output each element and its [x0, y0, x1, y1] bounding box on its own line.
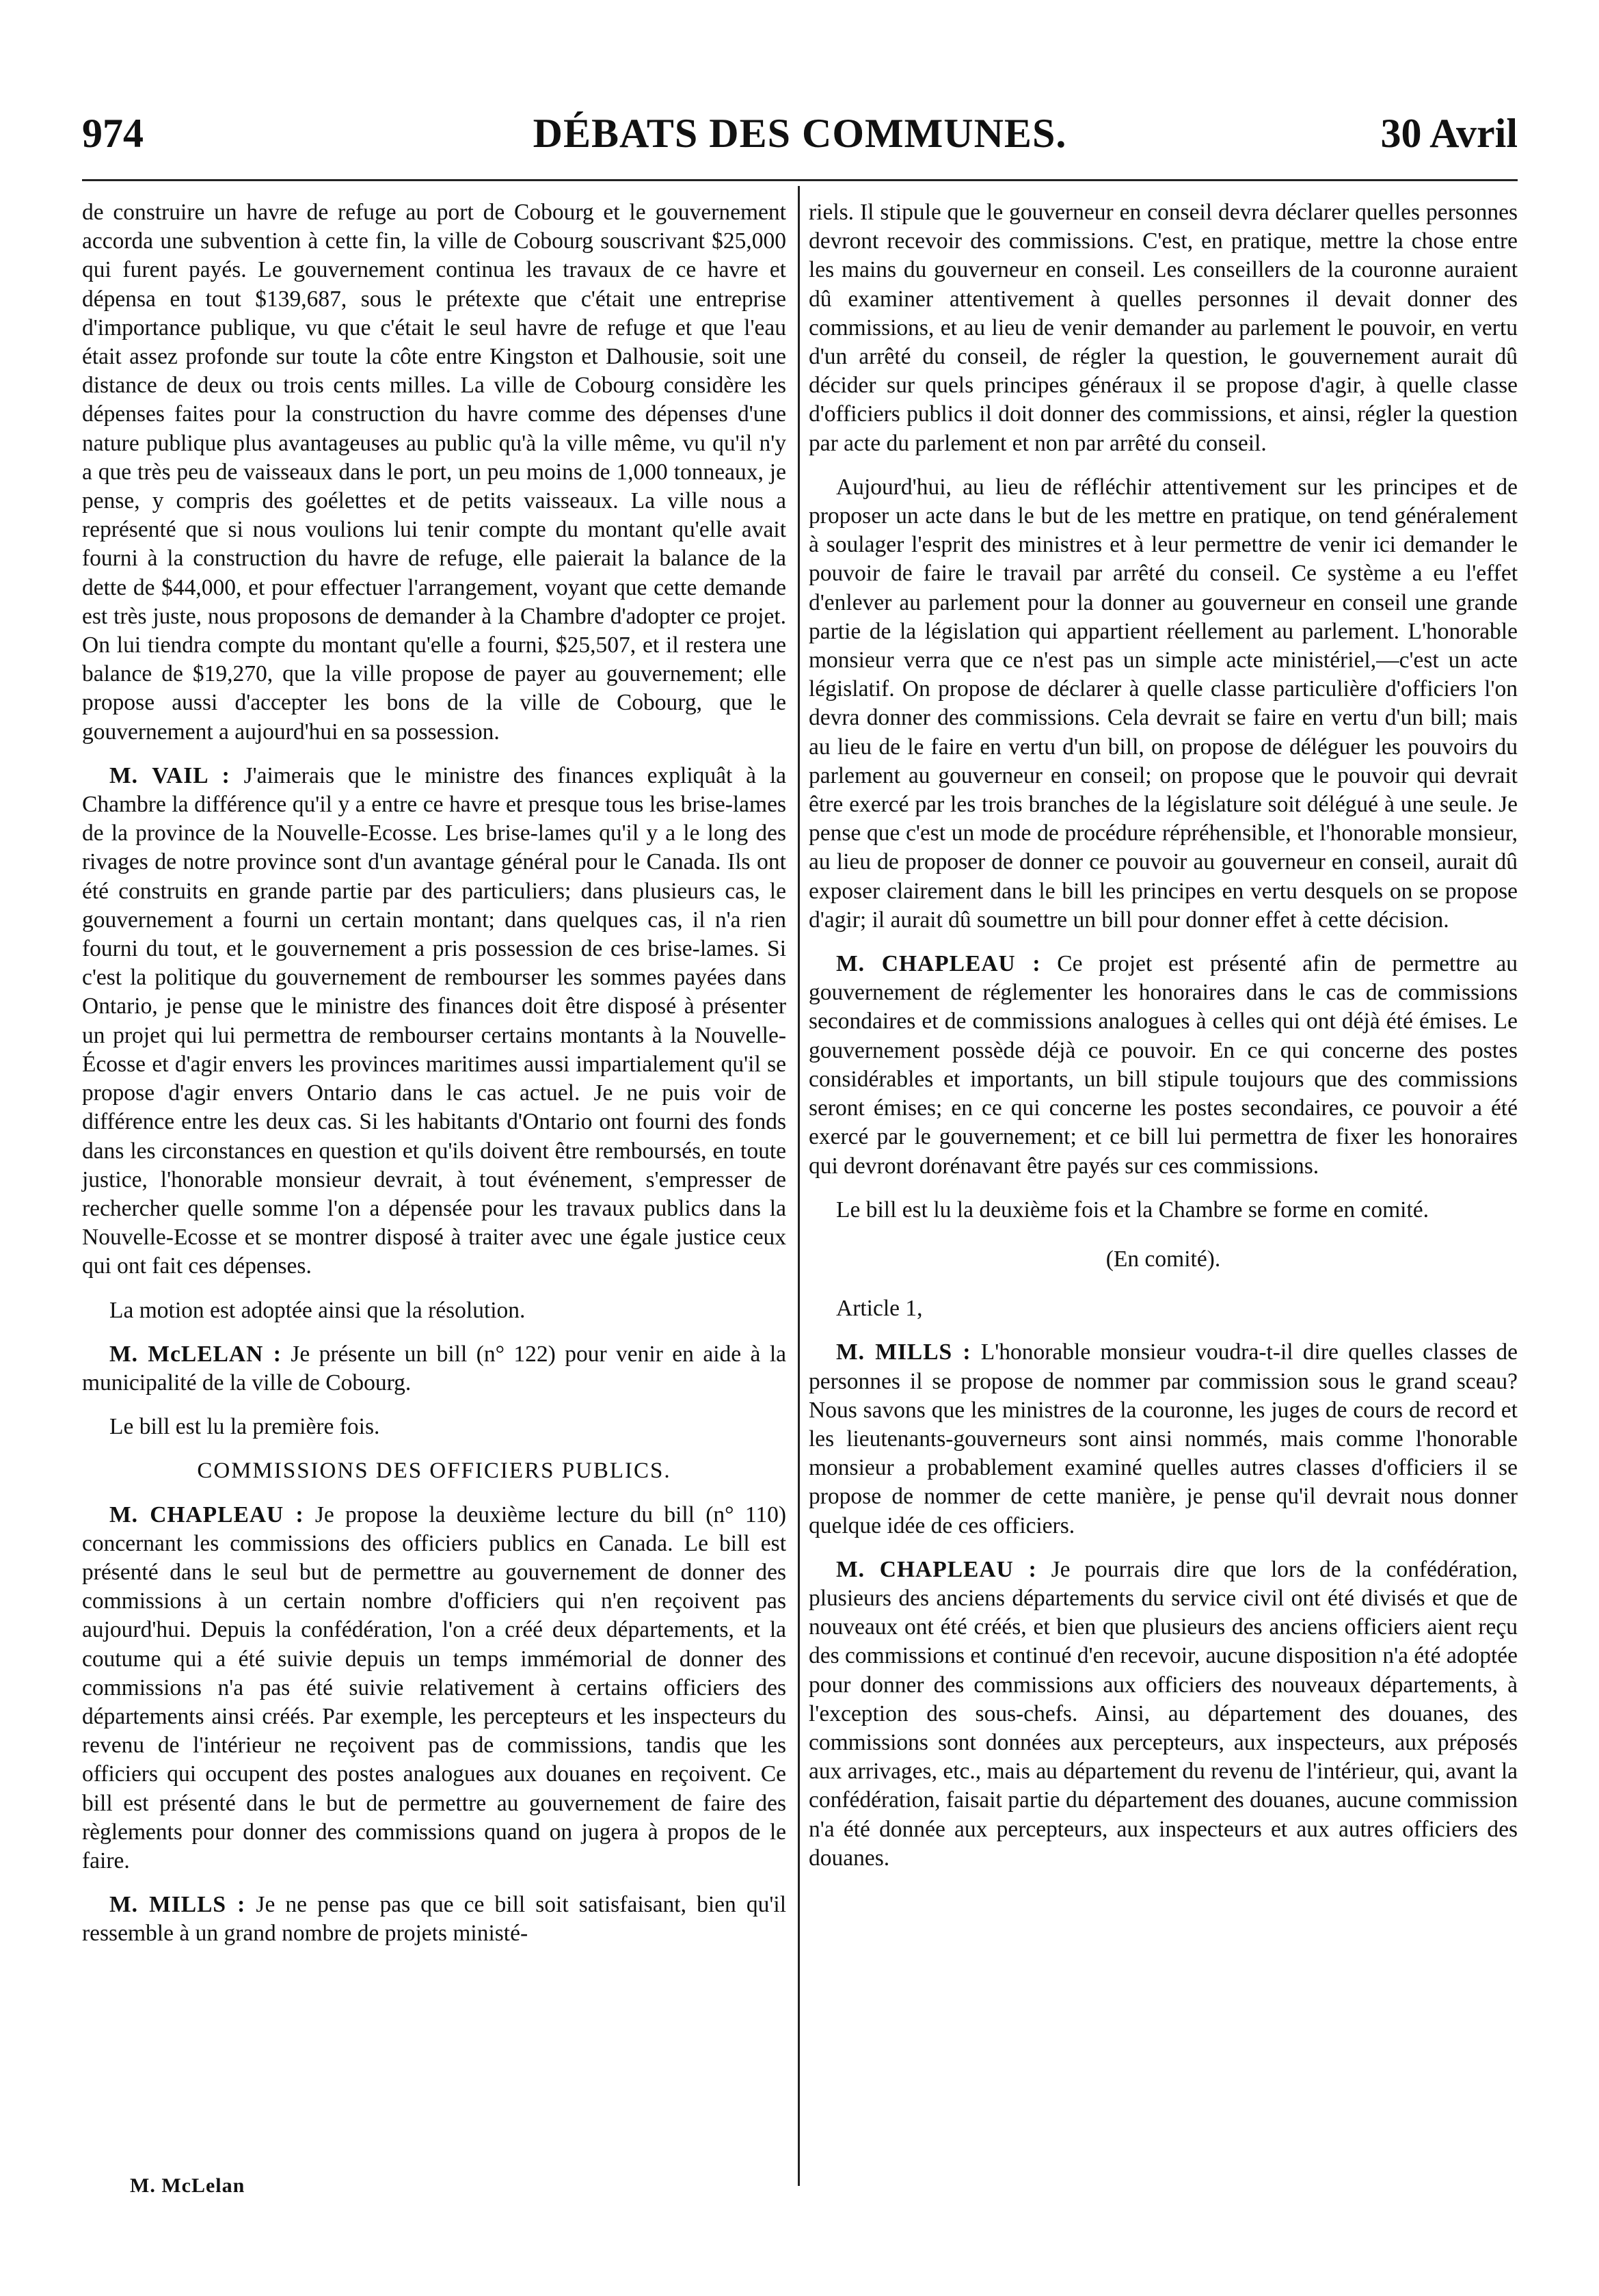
- section-heading: COMMISSIONS DES OFFICIERS PUBLICS.: [197, 1458, 671, 1484]
- speech-text: L'honorable monsieur voudra-t-il dire quelles classes de personnes il se propose de nommer par commission sous le grand sceau? Nous savons que les ministres de la couronne, les juges de cours de record et les lieutenants-gouverneurs sont ainsi nommés, mais comme l'honorable monsieur a probablement examiné quelles autres classes d'officiers il se propose de nommer de cette manière, je pense qu'il devrait nous donner quelque idée de ces officiers.: [809, 1339, 1518, 1538]
- committee-label: (En comité).: [1105, 1246, 1221, 1272]
- article-label: Article 1,: [836, 1296, 923, 1322]
- speech-text: J'aimerais que le ministre des finances expliquât à la Chambre la différence qu'il y a entre ce havre et presque tous les brise-lames de la province de la Nouvelle-Ecosse. Les brise-lames qu'il y a le long des rivages de notre province sont d'un avantage général pour le Canada. Ils ont été construits en grande partie par des particuliers; dans plusieurs cas, le gouvernement a fourni un certain montant; dans quelques cas, il n'a rien fourni du tout, et le gouvernement a pris possession de ces brise-lames. Si c'est la politique du gouvernement de rembourser les sommes payées dans Ontario, je pense que le ministre des finances doit être disposé à présenter un projet qui lui permettra de rembourser certains montants à la Nouvelle-Écosse et d'agir envers les provinces maritimes aussi impartialement qu'il se propose d'agir envers Ontario dans le cas actuel. Je ne puis voir de différence entre les deux cas. Si les habitants d'Ontario ont fourni des fonds dans les circonstances en question et qu'ils doivent être remboursés, en toute justice, l'honorable monsieur devrait, à tout événement, s'empresser de rechercher quelle somme l'on a dépensée pour les travaux publics dans la Nouvelle-Ecosse et se montrer disposé à traiter avec une égale justice ceux qui ont fait ces dépenses.: [82, 762, 786, 1279]
- paragraph: [82, 1891, 786, 1948]
- paragraph: [82, 1340, 786, 1398]
- right-column: [809, 198, 1518, 1888]
- header-rule: [82, 179, 1518, 181]
- speech-text: Je pourrais dire que lors de la confédération, plusieurs des anciens départements du service civil ont été divisés et que de nouveaux ont été créés, et bien que plusieurs des anciens officiers aient reçu des commissions et continué d'en recevoir, aucune disposition n'a été adoptée pour donner des commissions aux officiers des nouveaux départements, à l'exception des sous-chefs. Ainsi, au département des douanes, des commissions sont données aux percepteurs, aux inspecteurs, aux préposés aux arrivages, etc., mais au département du revenu de l'intérieur, qui, avant la confédération, faisait partie du département des douanes, aucune commission n'a été donnée aux percepteurs, aux inspecteurs et aux autres officiers des douanes.: [809, 1556, 1518, 1871]
- column-divider: [798, 186, 800, 2186]
- speaker-name: M. VAIL :: [109, 762, 230, 788]
- paragraph: [809, 950, 1518, 1181]
- left-column: [82, 198, 786, 1964]
- speech-text: Je présente un bill (n° 122) pour venir en aide à la municipalité de la ville de Cobourg.: [82, 1341, 786, 1396]
- paragraph: La motion est adoptée ainsi que la résolution.: [109, 1297, 526, 1323]
- page-title: DÉBATS DES COMMUNES.: [533, 111, 1067, 156]
- paragraph: [82, 1501, 786, 1876]
- page-date: 30 Avril: [1380, 111, 1518, 156]
- paragraph: riels. Il stipule que le gouverneur en conseil devra déclarer quelles personnes devront recevoir des commissions. C'est, en pratique, mettre la chose entre les mains du gouverneur en conseil. Les conseillers de la couronne auraient dû examiner attentivement à quelles personnes il devait donner des commissions, et au lieu de venir demander au parlement le pouvoir, en vertu d'un arrêté du conseil, de régler la question, le gouvernement aurait dû décider sur quels principes généraux il se propose d'agir, à quelle classe d'officiers publics il doit donner des commissions, et ainsi, régler la question par acte du parlement et non par arrêté du conseil.: [809, 200, 1518, 456]
- speaker-name: M. MILLS :: [109, 1892, 246, 1918]
- page-number: 974: [82, 111, 144, 156]
- speaker-name: M. MILLS :: [836, 1339, 971, 1365]
- speaker-name: M. CHAPLEAU :: [109, 1501, 304, 1527]
- page-header: [82, 103, 1518, 164]
- paragraph: Le bill est lu la deuxième fois et la Chambre se forme en comité.: [836, 1197, 1429, 1223]
- paragraph: [809, 1556, 1518, 1873]
- speaker-name: M. McLELAN :: [109, 1341, 282, 1367]
- speaker-name: M. CHAPLEAU :: [836, 1556, 1037, 1582]
- paragraph: Aujourd'hui, au lieu de réfléchir attentivement sur les principes et de proposer un acte dans le but de les mettre en pratique, on tend généralement à soulager l'esprit des ministres et à leur permettre de venir ici demander le pouvoir de faire le travail par arrêté du conseil. Ce système a eu l'effet d'enlever au parlement pour la donner au gouverneur en conseil une grande partie de la législation qui appartient réellement au parlement. L'honorable monsieur verra que ce n'est pas un simple acte ministériel,—c'est un acte législatif. On propose de déclarer à quelle classe particulière d'officiers l'on devra donner des commissions. Cela devrait se faire en vertu d'un bill; mais au lieu de le faire en vertu d'un bill, on propose de déléguer les pouvoirs du parlement au gouverneur en conseil; on propose que le pouvoir qui devrait être exercé par les trois branches de la législature soit délégué à une seule. Je pense que c'est un mode de procédure répréhensible, et l'honorable monsieur, au lieu de proposer de donner ce pouvoir au gouverneur en conseil, aurait dû exposer clairement dans le bill les principes en vertu desquels on se propose d'agir; il aurait dû soumettre un bill pour donner effet à cette décision.: [809, 474, 1518, 933]
- speech-text: Je propose la deuxième lecture du bill (n° 110) concernant les commissions des officiers publics en Canada. Le bill est présenté dans le seul but de permettre au gouvernement de donner des commissions à un certain nombre d'officiers qui n'en reçoivent pas aujourd'hui. Depuis la confédération, l'on a créé deux départements, et la coutume qui a été suivie depuis un temps immémorial de donner des commissions n'a pas été suivie relativement à certains officiers des départements ainsi créés. Par exemple, les percepteurs et les inspecteurs du revenu de l'intérieur ne reçoivent pas de commissions, tandis que les officiers qui occupent des postes analogues aux douanes en reçoivent. Ce bill est présenté dans le but de permettre au gouvernement de faire des règlements pour donner des commissions quand on jugera à propos de le faire.: [82, 1501, 786, 1873]
- speech-text: Je ne pense pas que ce bill soit satisfaisant, bien qu'il ressemble à un grand nombre de projets ministé-: [82, 1892, 786, 1947]
- speech-text: Ce projet est présenté afin de permettre au gouvernement de réglementer les honoraires dans le cas de commissions secondaires et de commissions analogues à celles qui ont déjà été émises. Le gouvernement possède déjà ce pouvoir. En ce qui concerne des postes considérables et importants, un bill stipule toujours que des commissions seront émises; en ce qui concerne les postes secondaires, ce pouvoir a été exercé par le gouvernement; et ce bill lui permettra de fixer les honoraires qui devront dorénavant être payés sur ces commissions.: [809, 951, 1518, 1179]
- paragraph: [809, 1338, 1518, 1540]
- speaker-name: M. CHAPLEAU :: [836, 951, 1041, 977]
- paragraph: Le bill est lu la première fois.: [109, 1414, 380, 1440]
- paragraph: de construire un havre de refuge au port de Cobourg et le gouvernement accorda une subvention à cette fin, la ville de Cobourg souscrivant $25,000 qui furent payés. Le gouvernement continua les travaux de ce havre et dépensa en tout $139,687, sous le prétexte que c'était une entreprise d'importance publique, vu que c'était le seul havre de refuge et que l'eau était assez profonde sur toute la côte entre Kingston et Dalhousie, soit une distance de deux ou trois cents milles. La ville de Cobourg considère les dépenses faites pour la construction du havre comme des dépenses d'une nature publique plus avantageuses au public qu'à la ville même, vu qu'il n'y a que très peu de vaisseaux dans le port, un peu moins de 1,000 tonneaux, je pense, y compris des goélettes et de petits vaisseaux. La ville nous a représenté que si nous voulions lui tenir compte du montant qu'elle avait fourni à la construction du havre de refuge, elle paierait la balance de la dette de $44,000, et pour effectuer l'arrangement, voyant que cette demande est très juste, nous proposons de demander à la Chambre d'adopter ce projet. On lui tiendra compte du montant qu'elle a fourni, $25,507, et il restera une balance de $19,270, que la ville propose de payer au gouvernement; elle propose aussi d'accepter les bons de la ville de Cobourg, que le gouvernement a aujourd'hui en sa possession.: [82, 200, 786, 745]
- paragraph: [82, 762, 786, 1281]
- footer-catchword: M. McLelan: [130, 2174, 245, 2197]
